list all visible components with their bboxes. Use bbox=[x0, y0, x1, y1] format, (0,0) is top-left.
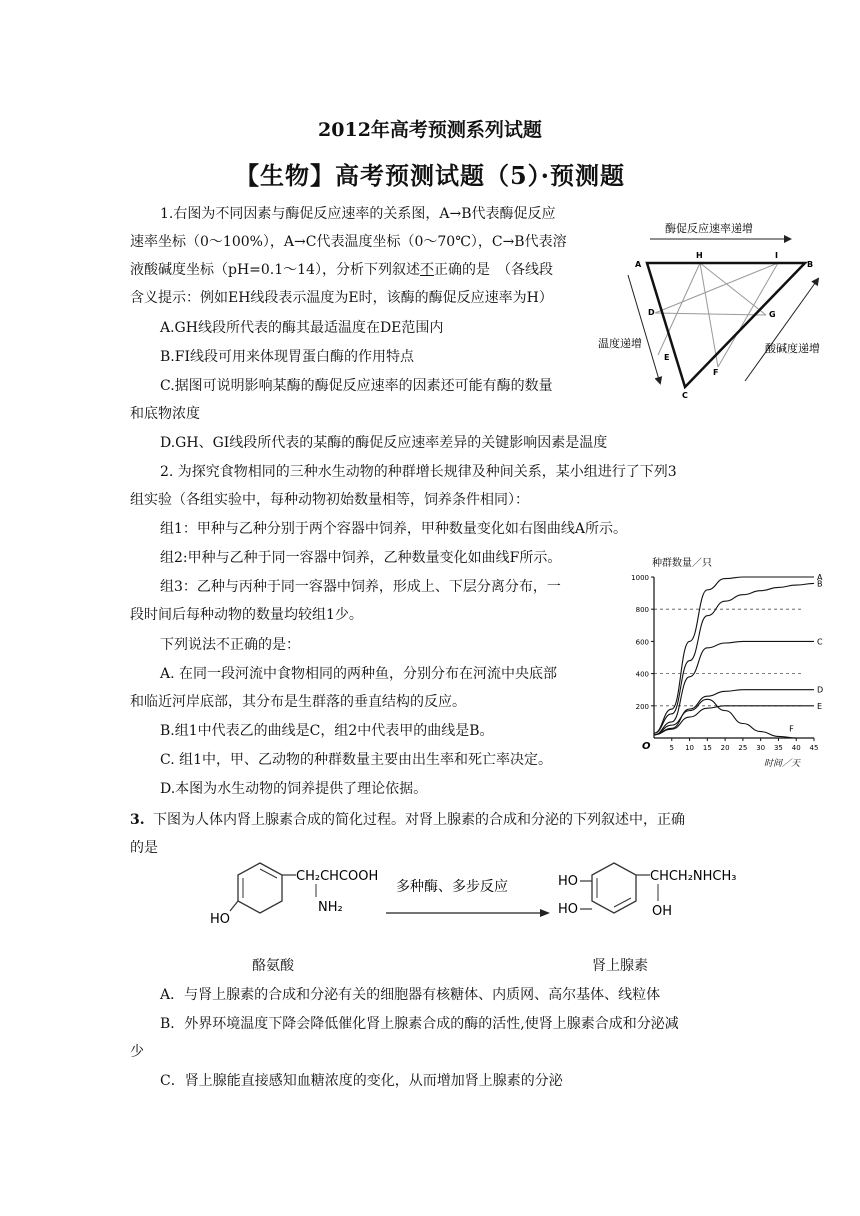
temperature-axis-label: 温度递增 bbox=[598, 337, 642, 350]
q1-option-c-cont: 和底物浓度 bbox=[130, 406, 200, 422]
adrenaline-alcohol: OH bbox=[652, 904, 673, 919]
x-axis-label: 时间／天 bbox=[764, 759, 801, 769]
q2-line-2: 组实验（各组实验中，每种动物初始数量相等，饲养条件相同）： bbox=[130, 492, 529, 508]
triangle-outline bbox=[647, 263, 805, 387]
ph-axis-label: 酸碱度递增 bbox=[765, 342, 820, 355]
adrenaline-ring bbox=[592, 863, 636, 913]
q2-option-c: C. 组1中，甲、乙动物的种群数量主要由出生率和死亡率决定。 bbox=[160, 752, 553, 768]
x-tick-label: 25 bbox=[738, 744, 748, 752]
adrenaline-hydroxyl-2: HO bbox=[558, 902, 579, 917]
q2-question: 下列说法不正确的是： bbox=[160, 637, 300, 653]
q1-option-d: D.GH、GI线段所代表的某酶的酶促反应速率差异的关键影响因素是温度 bbox=[160, 435, 608, 451]
point-d: D bbox=[648, 308, 655, 317]
series-label-e: E bbox=[817, 701, 823, 711]
q3-number: 3. bbox=[130, 812, 145, 828]
rate-axis-label: 酶促反应速率递增 bbox=[665, 222, 753, 235]
origin-label: O bbox=[642, 741, 651, 752]
tyrosine-side-chain: CH₂CHCOOH bbox=[296, 869, 379, 884]
tyrosine-amine: NH₂ bbox=[318, 900, 343, 915]
point-e: E bbox=[664, 353, 670, 362]
series-label-f: F bbox=[789, 724, 794, 734]
population-growth-chart bbox=[614, 552, 828, 772]
point-b: B bbox=[807, 260, 814, 269]
q2-group-2: 组2:甲种与乙种于同一容器中饲养，乙种数量变化如曲线F所示。 bbox=[160, 550, 562, 566]
point-f: F bbox=[713, 368, 719, 377]
q2-option-a-cont: 和临近河岸底部，其分布是生群落的垂直结构的反应。 bbox=[130, 694, 466, 710]
x-tick-label: 40 bbox=[791, 744, 801, 752]
x-tick-label: 5 bbox=[669, 744, 675, 752]
ph-axis-arrow bbox=[745, 279, 818, 381]
reaction-diagram bbox=[200, 855, 780, 935]
q1-line-2: 速率坐标（0～100%），A→C代表温度坐标（0～70℃），C→B代表溶 bbox=[130, 234, 567, 250]
q2-option-b: B.组1中代表乙的曲线是C，组2中代表甲的曲线是B。 bbox=[160, 723, 494, 739]
point-g: G bbox=[769, 310, 776, 319]
x-tick-label: 30 bbox=[756, 744, 766, 752]
x-tick-label: 15 bbox=[702, 744, 712, 752]
y-tick-label: 600 bbox=[635, 638, 649, 647]
q1-line-3: 液酸碱度坐标（pH=0.1～14），分析下列叙述不正确的是 （各线段 bbox=[130, 262, 553, 278]
y-axis-label: 种群数量／只 bbox=[652, 558, 712, 569]
series-label-d: D bbox=[817, 685, 824, 695]
tyrosine-ring bbox=[238, 863, 282, 913]
reaction-condition: 多种酶、多步反应 bbox=[396, 879, 508, 895]
enzyme-factor-diagram bbox=[590, 215, 830, 405]
tyrosine-name: 酪氨酸 bbox=[252, 958, 294, 974]
x-tick-label: 20 bbox=[720, 744, 730, 752]
series-label-a: A bbox=[817, 573, 823, 582]
q1-line-1: 1.右图为不同因素与酶促反应速率的关系图，A→B代表酶促反应 bbox=[160, 206, 556, 222]
series-label-b: B bbox=[817, 579, 823, 589]
q2-option-a: A. 在同一段河流中食物相同的两种鱼，分别分布在河流中央底部 bbox=[160, 666, 558, 682]
q2-group-1: 组1：甲种与乙种分别于两个容器中饲养，甲种数量变化如右图曲线A所示。 bbox=[160, 521, 628, 537]
q3-option-a: A．与肾上腺素的合成和分泌有关的细胞器有核糖体、内质网、高尔基体、线粒体 bbox=[160, 987, 661, 1003]
tyrosine-hydroxyl: HO bbox=[210, 912, 231, 927]
y-tick-label: 400 bbox=[635, 670, 649, 679]
q1-option-c: C.据图可说明影响某酶的酶促反应速率的因素还可能有酶的数量 bbox=[160, 378, 553, 394]
page-subtitle: 【生物】高考预测试题（5）·预测题 bbox=[234, 161, 626, 190]
point-i: I bbox=[775, 251, 778, 260]
adrenaline-name: 肾上腺素 bbox=[592, 958, 648, 974]
q2-group-3: 组3：乙种与丙种于同一容器中饲养，形成上、下层分离分布，一 bbox=[160, 579, 561, 595]
q1-option-b: B.FI线段可用来体现胃蛋白酶的作用特点 bbox=[160, 349, 414, 365]
q3-option-c: C．肾上腺能直接感知血糖浓度的变化，从而增加肾上腺素的分泌 bbox=[160, 1073, 563, 1089]
point-a: A bbox=[635, 260, 642, 269]
q2-group-3-cont: 段时间后每种动物的数量均较组1少。 bbox=[130, 607, 363, 623]
x-tick-label: 45 bbox=[809, 744, 819, 752]
point-h: H bbox=[696, 251, 703, 260]
q3-line-1: 下图为人体内肾上腺素合成的简化过程。对肾上腺素的合成和分泌的下列叙述中，正确 bbox=[153, 812, 685, 828]
page-title: 2012年高考预测系列试题 bbox=[318, 119, 542, 141]
q3-option-b-cont: 少 bbox=[130, 1044, 144, 1060]
y-tick-label: 1000 bbox=[631, 574, 649, 582]
point-c: C bbox=[682, 391, 688, 400]
q3-option-b: B．外界环境温度下降会降低催化肾上腺素合成的酶的活性,使肾上腺素合成和分泌减 bbox=[160, 1016, 679, 1032]
x-tick-label: 10 bbox=[685, 744, 695, 752]
q3-line-2: 的是 bbox=[130, 840, 158, 856]
q1-line-4: 含义提示：例如EH线段表示温度为E时，该酶的酶促反应速率为H） bbox=[130, 290, 553, 306]
adrenaline-side-chain: CHCH₂NHCH₃ bbox=[650, 869, 737, 884]
series-label-c: C bbox=[817, 637, 823, 647]
q1-option-a: A.GH线段所代表的酶其最适温度在DE范围内 bbox=[160, 320, 444, 336]
q2-option-d: D.本图为水生动物的饲养提供了理论依据。 bbox=[160, 781, 428, 797]
y-tick-label: 800 bbox=[635, 606, 649, 615]
q2-line-1: 2. 为探究食物相同的三种水生动物的种群增长规律及种间关系，某小组进行了下列3 bbox=[160, 464, 677, 480]
y-tick-label: 200 bbox=[635, 702, 649, 711]
adrenaline-hydroxyl-1: HO bbox=[558, 874, 579, 889]
x-tick-label: 35 bbox=[773, 744, 783, 752]
